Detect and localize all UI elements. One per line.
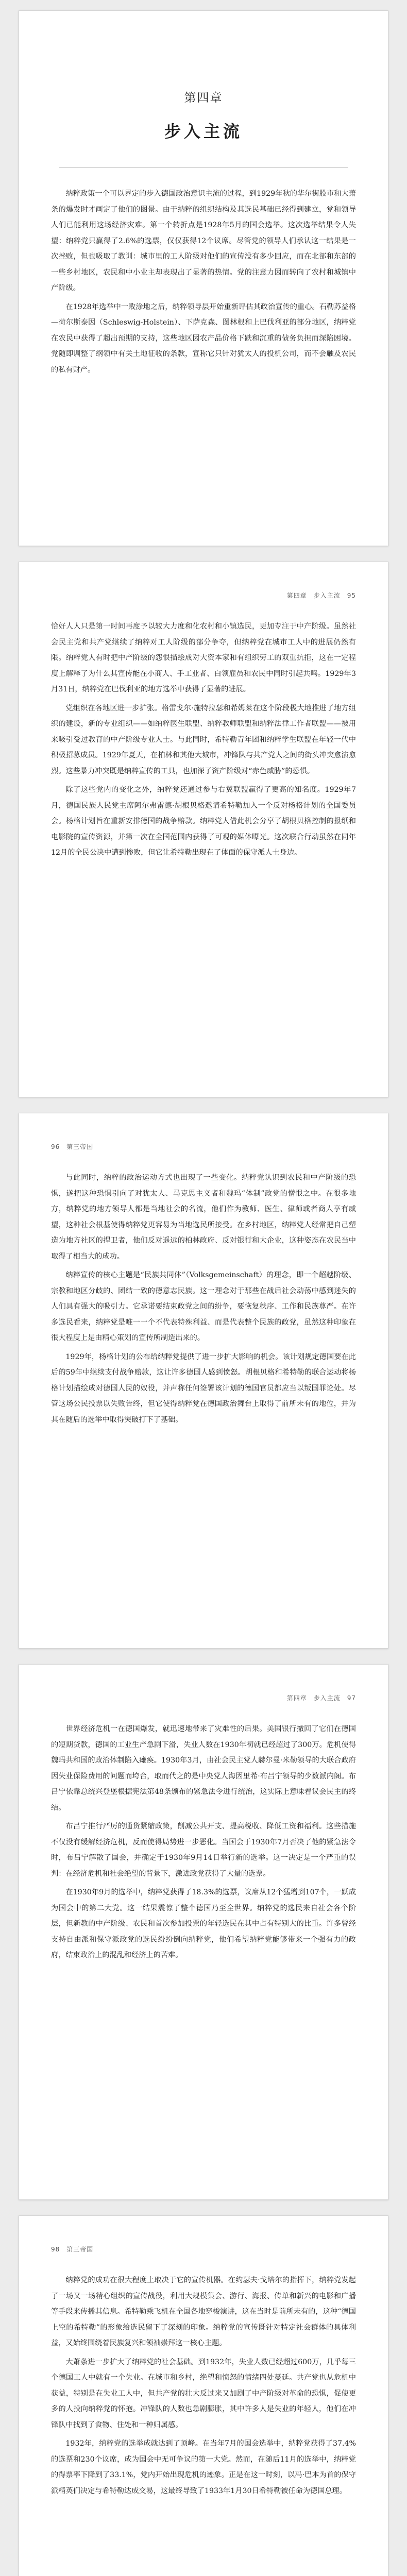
chapter-number: 第四章 [184, 91, 223, 105]
paragraph: 纳粹政策一个可以界定的步入德国政治意识主流的过程，到1929年秋的华尔街股市和大萧条的爆发时才画定了他们的图景。由于纳粹的组织结构及其选民基础已经得到建立，党和领导人们已能利用这场经济灾难。第一个转折点是1928年5月的国会选举。这次选举结果令人失望：纳粹党只赢得了2.6%的选票，仅仅获得12个议席。尽管党的领导人们承认这一结果是一次挫败，但也吸取了教训：城市里的工人阶级对他们的宣传没有多少回应，而在北部和东部的一些乡村地区，农民和中小业主却表现出了显著的热情。党的注意力因而转向了农村和城镇中产阶级。 [51, 190, 356, 292]
chapter-title: 步入主流 [164, 122, 243, 141]
paragraph: 在1930年9月的选举中，纳粹党获得了18.3%的选票，议席从12个猛增到107个，一跃成为国会中的第二大党。这一结果震惊了整个德国乃至全世界。纳粹党的选民来自社会各个阶层，但新教的中产阶级、农民和首次参加投票的年轻选民在其中占有特别大的比重。许多曾经支持自由派和保守派政党的选民纷纷倒向纳粹党，他们希望纳粹党能够带来一个强有力的政府，结束政治上的混乱和经济上的苦难。 [51, 1888, 356, 1959]
paragraph: 纳粹宣传的核心主题是“民族共同体”（Volksgemeinschaft）的理念，即一个超越阶级、宗教和地区分歧的、团结一致的德意志民族。这一理念对于那些在战后社会动荡中感到迷失的人们具有强大的吸引力。它承诺要结束政党之间的纷争，要恢复秩序、工作和民族尊严。在许多选民看来，纳粹党是唯一一个不代表特殊利益、而是代表整个民族的政党，虽然这种印象在很大程度上是由精心策划的宣传所制造出来的。 [51, 1271, 356, 1342]
page-body [51, 186, 356, 378]
page-body [51, 2273, 356, 2499]
running-head: 96 第三帝国 [51, 1143, 94, 1150]
book-page-5 [19, 2215, 388, 2576]
running-head: 98 第三帝国 [51, 2246, 94, 2253]
paragraph: 除了这些党内的变化之外，纳粹党还通过参与右翼联盟赢得了更高的知名度。1929年7月，德国民族人民党主席阿尔弗雷德·胡根贝格邀请希特勒加入一个反对杨格计划的全国委员会。杨格计划旨在重新安排德国的战争赔款。纳粹党人借此机会分享了胡根贝格控制的报纸和电影院的宣传资源，并第一次在全国范围内获得了可观的媒体曝光。这次联合行动虽然在同年12月的全民公决中遭到惨败，但它让希特勒出现在了体面的保守派人士身边。 [51, 786, 356, 857]
paragraph: 1929年，杨格计划的公布给纳粹党提供了进一步扩大影响的机会。该计划规定德国要在此后的59年中继续支付战争赔款，这让许多德国人感到愤怒。胡根贝格和希特勒的联合运动将杨格计划描绘成对德国人民的奴役，并声称任何签署该计划的德国官员都应当以叛国罪论处。尽管这场公民投票以失败告终，但它使得纳粹党在德国政治舞台上取得了前所未有的地位，并为其在随后的选举中取得突破打下了基础。 [51, 1352, 356, 1424]
page-body [51, 1721, 356, 1963]
book-page-3 [19, 1113, 388, 1649]
paragraph: 世界经济危机一在德国爆发，就迅速地带来了灾难性的后果。美国银行撤回了它们在德国的短期贷款，德国的工业生产急剧下滑，失业人数在1930年初就已经超过了300万。危机使得魏玛共和国的政治体制陷入瘫痪。1930年3月，由社会民主党人赫尔曼·米勒领导的大联合政府因失业保险费用的问题而垮台，取而代之的是中央党人海因里希·布吕宁领导的少数派内阁。布吕宁依靠总统兴登堡根据宪法第48条颁布的紧急法令进行统治，这实际上意味着议会民主的终结。 [51, 1725, 356, 1812]
paragraph: 1932年，纳粹党的选举成就达到了顶峰。在当年7月的国会选举中，纳粹党获得了37.4%的选票和230个议席，成为国会中无可争议的第一大党。然而，在随后11月的选举中，纳粹党的得票率下降到了33.1%，党内开始出现危机的迹象。正是在这一时刻，以冯·巴本为首的保守派精英们决定与希特勒达成交易，这最终导致了1933年1月30日希特勒被任命为德国总理。 [51, 2439, 356, 2495]
running-head: 第四章 步入主流 95 [286, 592, 356, 599]
running-head: 第四章 步入主流 97 [286, 1694, 356, 1702]
paragraph: 党组织在各地区进一步扩张。格雷戈尔·施特拉瑟和希姆莱在这个阶段极大地推进了地方组织的建设，新的专业组织——如纳粹医生联盟、纳粹教师联盟和纳粹法律工作者联盟——被用来吸引受过教育的中产阶级专业人士。与此同时，希特勒青年团和纳粹学生联盟在年轻一代中积极招募成员。1929年夏天，在柏林和其他大城市，冲锋队与共产党人之间的街头冲突愈演愈烈。这些暴力冲突既是纳粹宣传的工具，也加深了资产阶级对“赤色威胁”的恐惧。 [51, 704, 356, 775]
paragraph: 恰好人人只是第一时间再度予以较大力度和化农村和小镇选民，更加专注于中产阶级。虽然社会民主党和共产党继续了纳粹对工人阶级的部分争夺，但纳粹党在城市工人中的进展仍然有限。纳粹党人有时把中产阶级的怨恨描绘成对大资本家和有组织劳工的双重抗拒，这在一定程度上解释了为什么其宣传能在小商人、手工业者、白领雇员和农民中同时引起共鸣。1929年3月31日，纳粹党在巴伐利亚的地方选举中获得了显著的进展。 [51, 622, 356, 693]
paragraph: 纳粹党的成功在很大程度上取决于它的宣传机器。在约瑟夫·戈培尔的指挥下，纳粹党发起了一场又一场精心组织的宣传战役，利用大规模集会、游行、海报、传单和新兴的电影和广播等手段来传播其信息。希特勒乘飞机在全国各地穿梭演讲，这在当时是前所未有的，这种“德国上空的希特勒”的形象给选民留下了深刻的印象。纳粹党的宣传既针对特定社会群体的具体利益，又始终围绕着民族复兴和领袖崇拜这一核心主题。 [51, 2276, 356, 2347]
paragraph: 在1928年选举中一败涂地之后，纳粹领导层开始重新评估其政治宣传的重心。石勒苏益格—荷尔斯泰因（Schleswig-Holstein）、下萨克森、图林根和上巴伐利亚的部分地区，纳粹党在农民中获得了超出预期的支持，这些地区因农产品价格下跌和沉重的债务负担而深陷困境。党随即调整了纲领中有关土地征收的条款，宣称它只针对犹太人的投机公司，而不会触及农民的私有财产。 [51, 302, 356, 374]
paragraph: 布吕宁推行严厉的通货紧缩政策，削减公共开支、提高税收、降低工资和福利。这些措施不仅没有缓解经济危机，反而使得局势进一步恶化。当国会于1930年7月否决了他的紧急法令时，布吕宁解散了国会，并确定于1930年9月14日举行新的选举。这一决定是一个严重的误判：在经济危机和社会绝望的背景下，激进政党获得了大量的选票。 [51, 1822, 356, 1878]
book-page-2 [19, 562, 388, 1097]
page-body [51, 1170, 356, 1428]
paragraph: 与此同时，纳粹的政治运动方式也出现了一些变化。纳粹党认识到农民和中产阶级的恐惧，遂把这种恐惧引向了对犹太人、马克思主义者和魏玛“体制”政党的憎恨之中。在很多地方，纳粹党的地方领导人都是当地社会的名流，他们作为教师、医生、律师或者商人享有威望，这种社会根基使得纳粹党更容易为当地选民所接受。在乡村地区，纳粹党人经常把自己塑造为地方社区的捍卫者，他们反对遥远的柏林政府、反对银行和大企业，这种姿态在农民当中取得了相当大的成功。 [51, 1174, 356, 1261]
page-body [51, 619, 356, 861]
paragraph: 大萧条进一步扩大了纳粹党的社会基础。到1932年，失业人数已经超过600万，几乎每三个德国工人中就有一个失业。在城市和乡村，绝望和愤怒的情绪四处蔓延。共产党也从危机中获益，特别是在失业工人中，但共产党的壮大反过来又加剧了中产阶级对革命的恐惧，促使更多的人投向纳粹党的怀抱。冲锋队的人数也急剧膨胀，其中许多人是失业的年轻人，他们在冲锋队中找到了食物、住处和一种归属感。 [51, 2358, 356, 2429]
book-page-1 [19, 10, 388, 546]
book-page-4 [19, 1664, 388, 2200]
